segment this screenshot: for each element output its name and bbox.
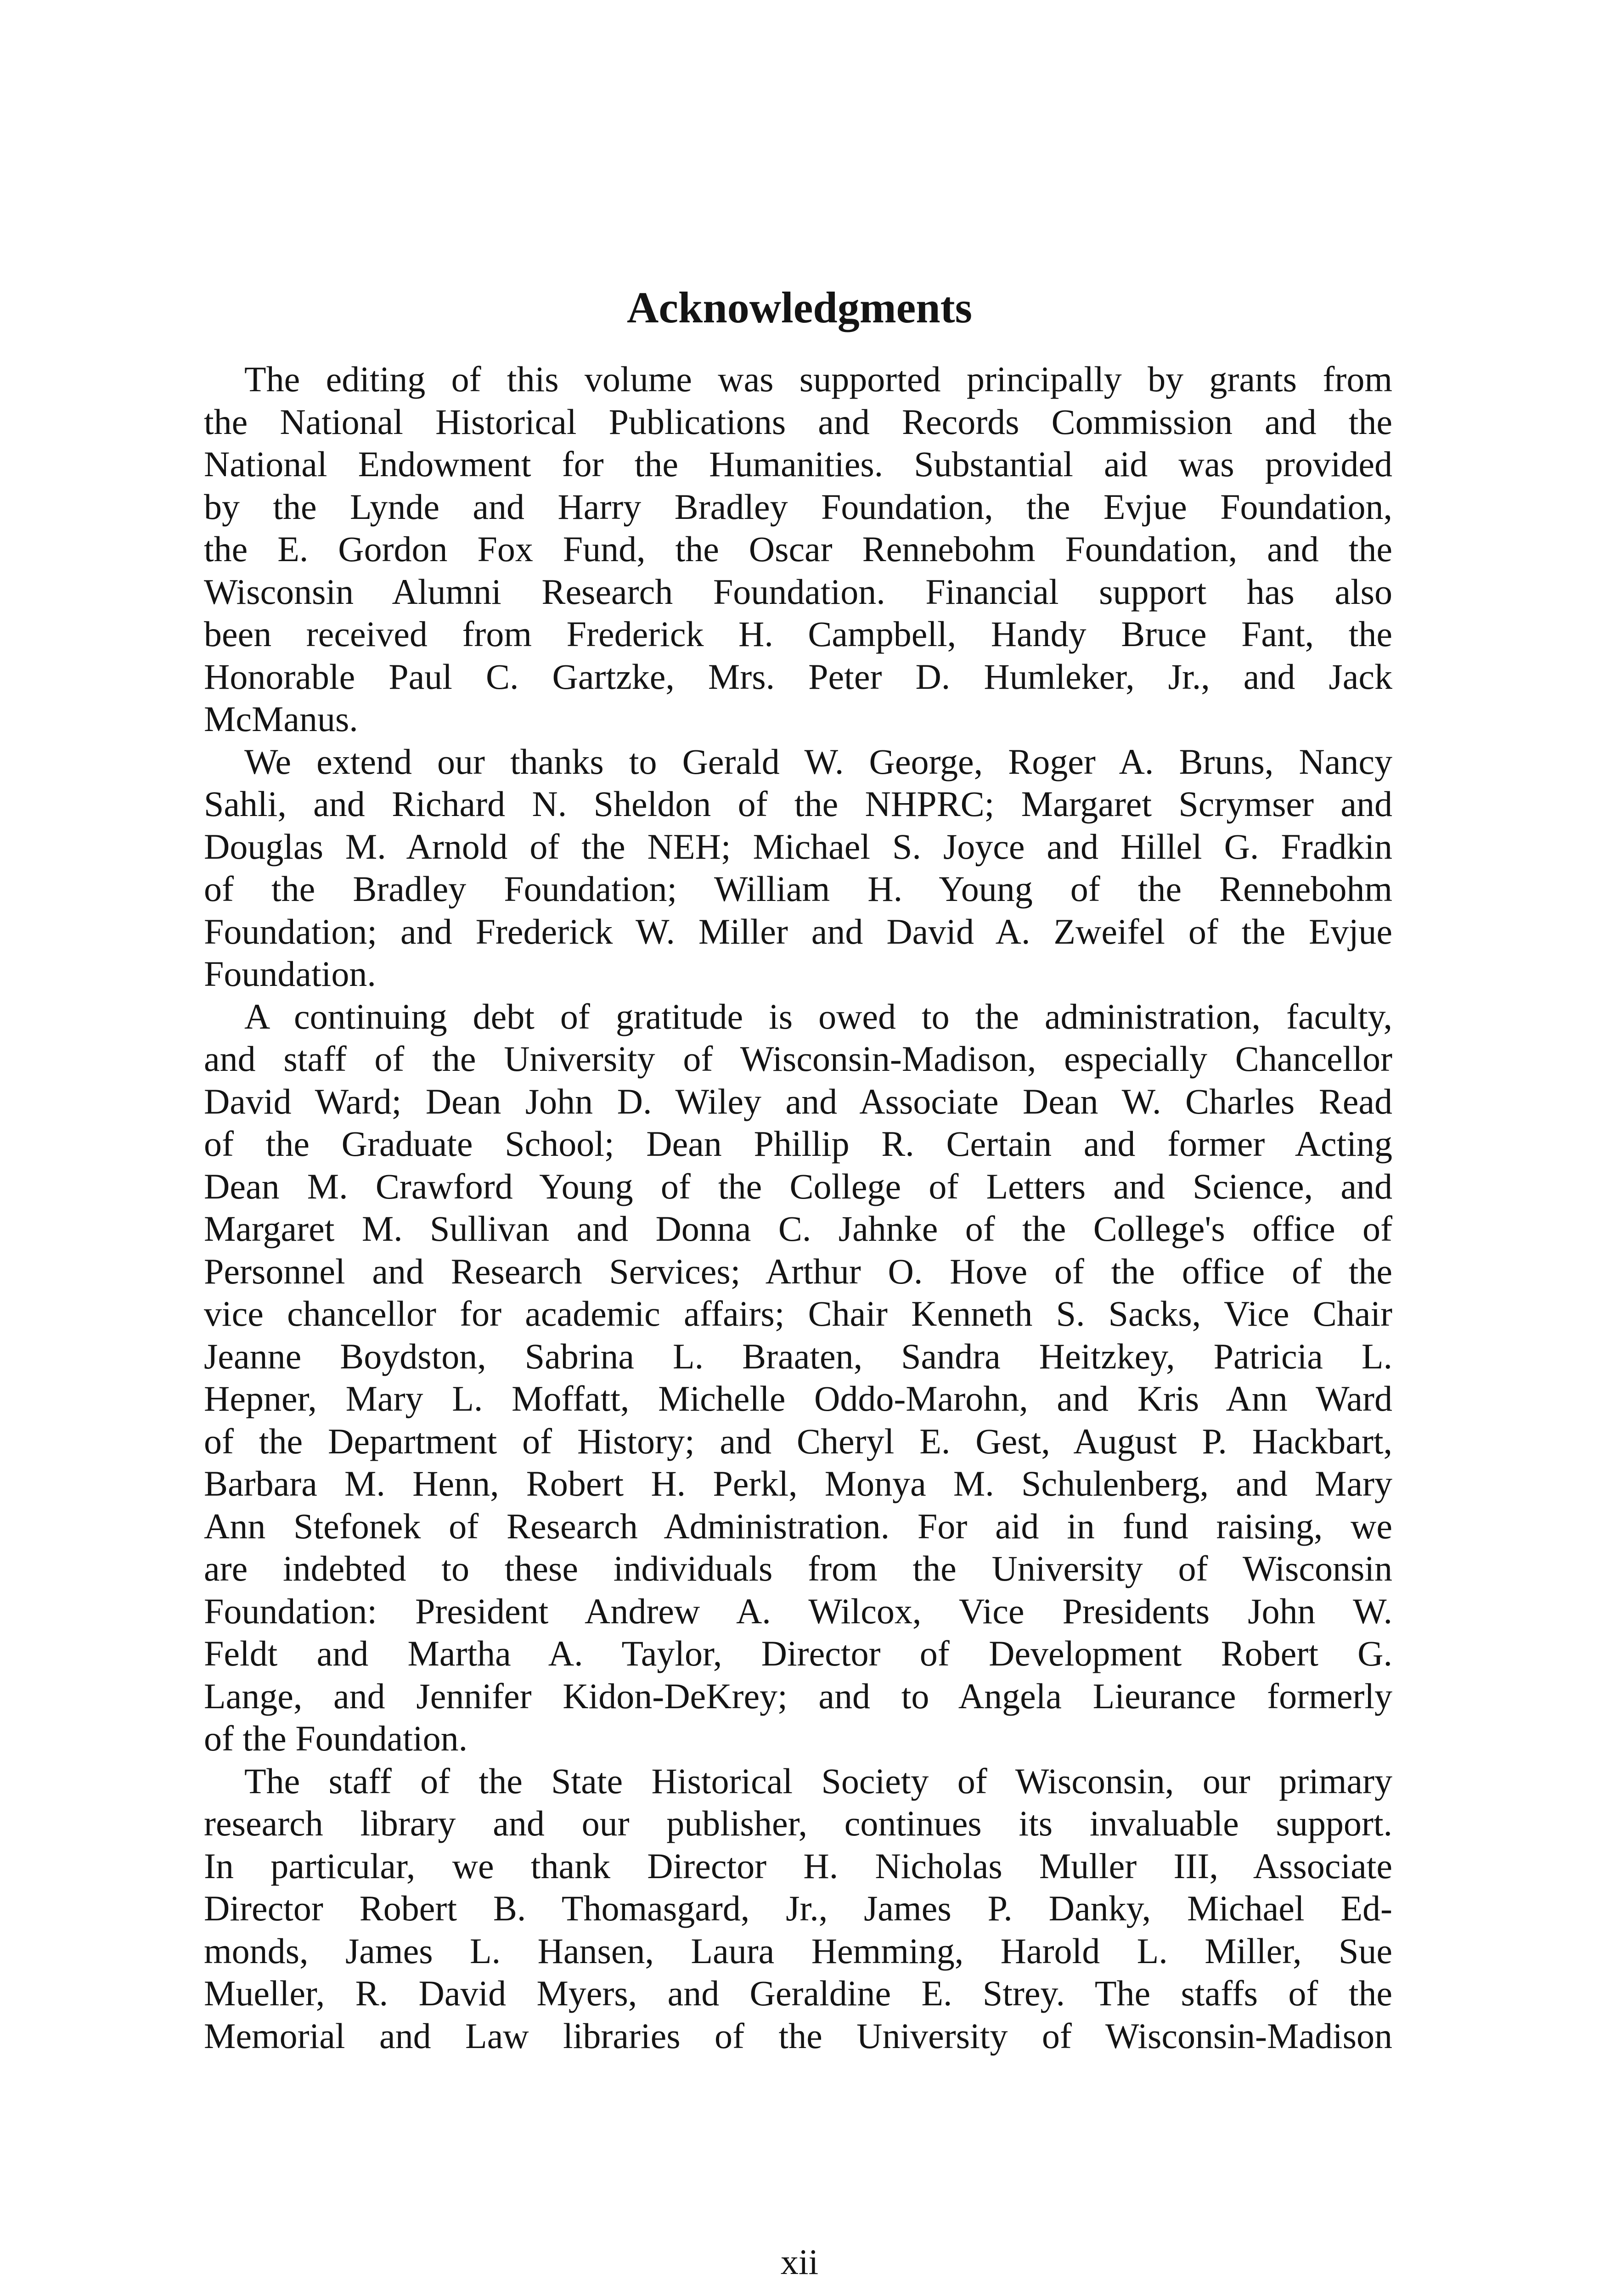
text-line: vice chancellor for academic affairs; Chair Kenneth S. Sacks, Vice Chair	[204, 1294, 1392, 1334]
text-line: the National Historical Publications and Records Commission and the	[204, 401, 1392, 442]
text-line: Ann Stefonek of Research Administration. For aid in fund raising, we	[204, 1506, 1392, 1546]
text-line: Lange, and Jennifer Kidon-DeKrey; and to Angela Lieurance formerly	[204, 1676, 1392, 1716]
page-heading: Acknowledgments	[626, 283, 972, 332]
text-line: of the Graduate School; Dean Phillip R. Certain and former Acting	[204, 1124, 1392, 1164]
text-line: and staff of the University of Wisconsin-Madison, especially Chancellor	[204, 1039, 1392, 1079]
text-line: Wisconsin Alumni Research Foundation. Financial support has also	[204, 571, 1392, 612]
text-line: Memorial and Law libraries of the University of Wisconsin-Madison	[204, 2015, 1392, 2056]
body-text	[204, 358, 1392, 2057]
text-line: Personnel and Research Services; Arthur O. Hove of the office of the	[204, 1251, 1392, 1291]
text-line: Honorable Paul C. Gartzke, Mrs. Peter D. Humleker, Jr., and Jack	[204, 656, 1392, 697]
text-line: of the Department of History; and Cheryl E. Gest, August P. Hackbart,	[204, 1421, 1392, 1461]
text-line: the E. Gordon Fox Fund, the Oscar Rennebohm Foundation, and the	[204, 529, 1392, 569]
text-line: Director Robert B. Thomasgard, Jr., James P. Danky, Michael Ed-	[204, 1888, 1392, 1928]
text-line: In particular, we thank Director H. Nicholas Muller III, Associate	[204, 1846, 1392, 1886]
text-line: Douglas M. Arnold of the NEH; Michael S. Joyce and Hillel G. Fradkin	[204, 826, 1392, 867]
text-line: by the Lynde and Harry Bradley Foundation, the Evjue Foundation,	[204, 486, 1392, 527]
text-line: Foundation; and Frederick W. Miller and David A. Zweifel of the Evjue	[204, 911, 1392, 951]
paragraph-university-thanks	[204, 996, 1392, 1760]
paragraph-funding	[204, 358, 1392, 741]
text-line: A continuing debt of gratitude is owed to the administration, faculty,	[244, 996, 1392, 1036]
text-line: of the Foundation.	[204, 1718, 468, 1758]
text-line: Foundation.	[204, 954, 376, 994]
text-line: Dean M. Crawford Young of the College of Letters and Science, and	[204, 1166, 1392, 1206]
text-line: Mueller, R. David Myers, and Geraldine E. Strey. The staffs of the	[204, 1973, 1392, 2013]
text-line: The staff of the State Historical Society of Wisconsin, our primary	[244, 1761, 1392, 1801]
text-line: Barbara M. Henn, Robert H. Perkl, Monya M. Schulenberg, and Mary	[204, 1463, 1392, 1503]
text-line: The editing of this volume was supported principally by grants from	[244, 359, 1392, 399]
text-line: We extend our thanks to Gerald W. George, Roger A. Bruns, Nancy	[244, 741, 1392, 782]
text-line: of the Bradley Foundation; William H. Young of the Rennebohm	[204, 869, 1392, 909]
text-line: been received from Frederick H. Campbell, Handy Bruce Fant, the	[204, 614, 1392, 654]
text-line: Foundation: President Andrew A. Wilcox, Vice Presidents John W.	[204, 1591, 1392, 1631]
paragraph-agency-thanks	[204, 741, 1392, 996]
text-line: Jeanne Boydston, Sabrina L. Braaten, Sandra Heitzkey, Patricia L.	[204, 1336, 1392, 1376]
page-number: xii	[780, 2242, 819, 2282]
text-line: research library and our publisher, continues its invaluable support.	[204, 1803, 1392, 1843]
text-line: Feldt and Martha A. Taylor, Director of Development Robert G.	[204, 1633, 1392, 1673]
paragraph-historical-society	[204, 1760, 1392, 2058]
text-line: Hepner, Mary L. Moffatt, Michelle Oddo-Marohn, and Kris Ann Ward	[204, 1379, 1392, 1418]
text-line: Margaret M. Sullivan and Donna C. Jahnke of the College's office of	[204, 1209, 1392, 1249]
text-line: monds, James L. Hansen, Laura Hemming, Harold L. Miller, Sue	[204, 1930, 1392, 1971]
text-line: McManus.	[204, 699, 358, 739]
text-line: National Endowment for the Humanities. Substantial aid was provided	[204, 444, 1392, 484]
text-line: David Ward; Dean John D. Wiley and Associate Dean W. Charles Read	[204, 1081, 1392, 1121]
text-line: Sahli, and Richard N. Sheldon of the NHPRC; Margaret Scrymser and	[204, 784, 1392, 824]
text-line: are indebted to these individuals from the University of Wisconsin	[204, 1548, 1392, 1588]
